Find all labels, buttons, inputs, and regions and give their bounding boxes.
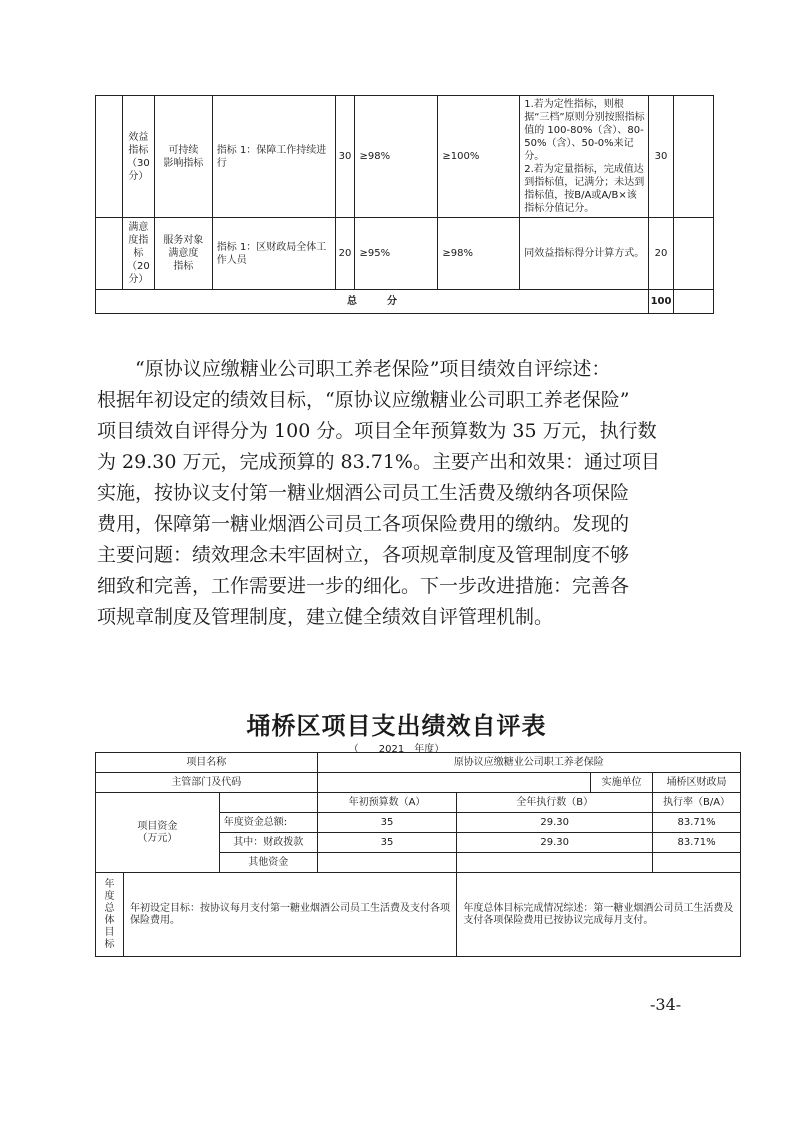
- dept-label: 主管部门及代码: [96, 773, 318, 793]
- funds-unit-text: （万元）: [137, 832, 178, 844]
- table-row: [96, 218, 714, 290]
- total-label: 总 分: [96, 290, 649, 314]
- category-text: 满意: [128, 222, 149, 233]
- summary-line: 项目绩效自评得分为 100 分。项目全年预算数为 35 万元，执行数: [97, 420, 657, 442]
- blank-cell: [96, 218, 123, 290]
- goal-label-char: 总: [104, 902, 115, 914]
- actual-cell: ≥98%: [438, 218, 520, 290]
- summary-line: “原协议应缴糖业公司职工养老保险”项目绩效自评综述：: [135, 358, 611, 380]
- goal-label-char: 年: [104, 878, 115, 890]
- sub-indicator-text: 可持续: [168, 144, 199, 156]
- score-cell: 30: [649, 96, 674, 218]
- sub-indicator-text: 影响指标: [163, 157, 204, 169]
- sub-indicator-text: 服务对象: [163, 235, 204, 246]
- funds-row-label: 其中：财政拨款: [219, 833, 317, 853]
- target-cell: ≥95%: [355, 218, 438, 290]
- category-text: 标: [133, 248, 144, 259]
- impl-unit-label: 实施单位: [591, 773, 653, 793]
- summary-line: 主要问题：绩效理念未牢固树立，各项规章制度及管理制度不够: [97, 544, 630, 566]
- summary-line: 项规章制度及管理制度，建立健全绩效自评管理机制。: [97, 606, 554, 628]
- category-text: 分）: [128, 274, 149, 285]
- blank-cell: [96, 96, 123, 218]
- goal-completion: 年度总体目标完成情况综述：第一糖业烟酒公司员工生活费及支付各项保险费用已按协议完成每月支付。: [457, 873, 741, 957]
- category-text: 分）: [128, 170, 149, 182]
- summary-line: 费用，保障第一糖业烟酒公司员工各项保险费用的缴纳。发现的: [97, 513, 630, 535]
- sub-indicator-cell: [154, 218, 212, 290]
- dept-value: [317, 773, 591, 793]
- project-name-label: 项目名称: [96, 753, 318, 773]
- category-text: 度指: [128, 235, 149, 246]
- goal-label-char: 目: [104, 926, 115, 938]
- actual-cell: ≥100%: [438, 96, 520, 218]
- funds-row-label: 其他资金: [219, 853, 317, 873]
- page-number: -34-: [650, 995, 682, 1014]
- table-row: [96, 96, 714, 218]
- category-text: （20: [127, 261, 150, 272]
- initial-goal: 年初设定目标：按协议每月支付第一糖业烟酒公司员工生活费及支付各项保险费用。: [123, 873, 456, 957]
- self-evaluation-form: [95, 752, 741, 957]
- impl-unit-value: 埇桥区财政局: [653, 773, 741, 793]
- blank-cell: [674, 96, 714, 218]
- summary-line: 为 29.30 万元，完成预算的 83.71%。主要产出和效果：通过项目: [97, 451, 660, 473]
- category-cell: [122, 96, 154, 218]
- form-year: （ 2021 年度）: [348, 744, 445, 755]
- form-title: 埇桥区项目支出绩效自评表: [246, 712, 547, 740]
- funds-budget: 35: [317, 833, 457, 853]
- table-row: [96, 793, 741, 813]
- category-text: 效益: [128, 131, 149, 143]
- total-row: [96, 290, 714, 314]
- goal-label-char: 体: [104, 914, 115, 926]
- col-header-rate: 执行率（B/A）: [653, 793, 741, 813]
- blank-cell: [674, 218, 714, 290]
- table-row: [96, 773, 741, 793]
- summary-line: 实施，按协议支付第一糖业烟酒公司员工生活费及缴纳各项保险: [97, 482, 630, 504]
- col-header-budget: 年初预算数（A）: [317, 793, 457, 813]
- category-cell: [122, 218, 154, 290]
- sub-indicator-text: 指标: [173, 261, 194, 272]
- funds-exec: 29.30: [457, 833, 653, 853]
- summary-paragraph: [97, 354, 692, 633]
- summary-line: 细致和完善，工作需要进一步的细化。下一步改进措施：完善各: [97, 575, 630, 597]
- total-score: 100: [649, 290, 674, 314]
- goal-label-char: 度: [104, 890, 115, 902]
- funds-rate: 83.71%: [653, 833, 741, 853]
- funds-label-text: 项目资金: [137, 820, 178, 832]
- score-cell: 20: [649, 218, 674, 290]
- indicator-cell: 指标 1：区财政局全体工作人员: [212, 218, 335, 290]
- funds-row-label: 年度资金总额:: [219, 813, 317, 833]
- sub-indicator-text: 满意度: [168, 248, 199, 259]
- goal-label: [96, 873, 124, 957]
- weight-cell: 30: [335, 96, 355, 218]
- indicator-cell: 指标 1：保障工作持续进行: [212, 96, 335, 218]
- category-text: （30: [127, 157, 150, 169]
- col-header-exec: 全年执行数（B）: [457, 793, 653, 813]
- funds-rate: [653, 853, 741, 873]
- funds-budget: [317, 853, 457, 873]
- goal-label-char: 标: [104, 938, 115, 950]
- project-name-value: 原协议应缴糖业公司职工养老保险: [317, 753, 740, 773]
- funds-exec: [457, 853, 653, 873]
- scoring-rule-cell: 同效益指标得分计算方式。: [520, 218, 649, 290]
- scoring-rule-cell: 1.若为定性指标，则根据“三档”原则分别按照指标值的 100-80%（含）、80-50%（含）、50-0%来记分。 2.若为定量指标，完成值达到指标值，记满分；未达到指标值，按B/A或A/B×该指标分值记分。: [520, 96, 649, 218]
- summary-line: 根据年初设定的绩效目标，“原协议应缴糖业公司职工养老保险”: [97, 389, 630, 411]
- blank-cell: [674, 290, 714, 314]
- indicator-table: [95, 95, 714, 314]
- funds-exec: 29.30: [457, 813, 653, 833]
- funds-label: [96, 793, 220, 873]
- weight-cell: 20: [335, 218, 355, 290]
- funds-rate: 83.71%: [653, 813, 741, 833]
- table-row: [96, 753, 741, 773]
- goal-row: [96, 873, 741, 957]
- target-cell: ≥98%: [355, 96, 438, 218]
- sub-indicator-cell: [154, 96, 212, 218]
- category-text: 指标: [128, 144, 149, 156]
- funds-budget: 35: [317, 813, 457, 833]
- blank-cell: [219, 793, 317, 813]
